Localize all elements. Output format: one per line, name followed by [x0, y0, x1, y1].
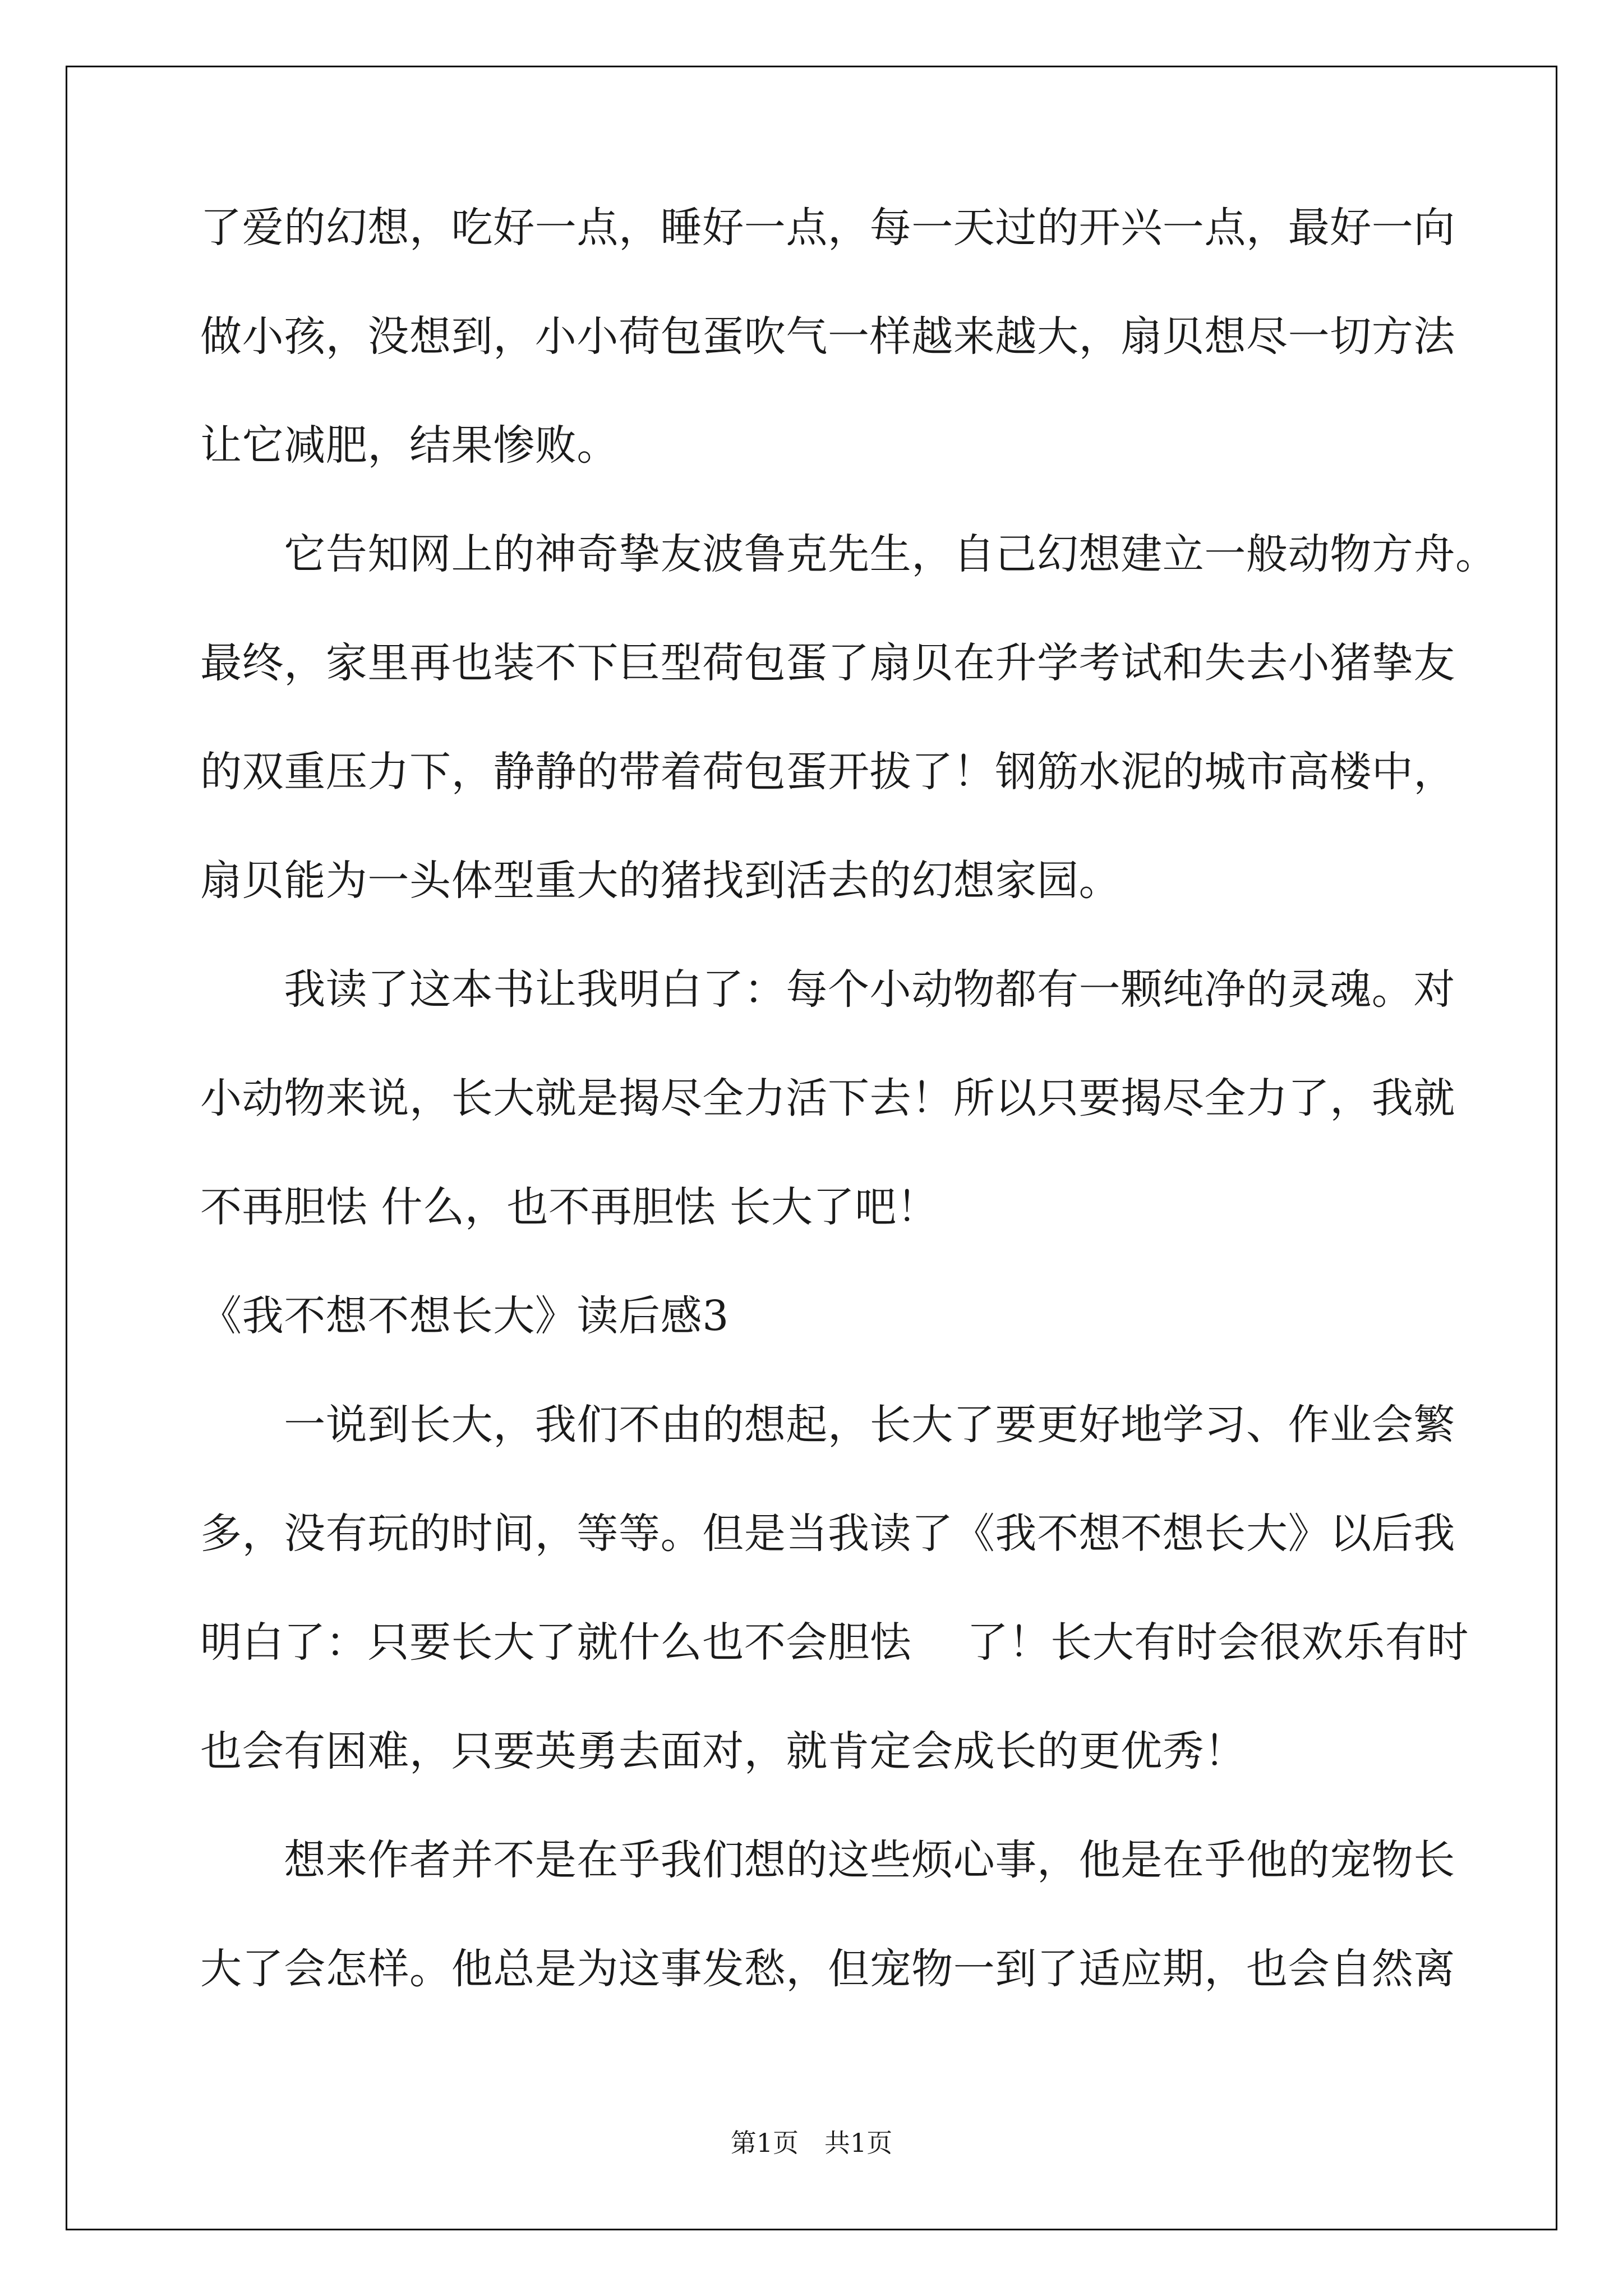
text-line: 最终，家里再也装不下巨型荷包蛋了扇贝在升学考试和失去小猪挚友	[200, 639, 1455, 687]
text-line: 它告知网上的神奇挚友波鲁克先生，自己幻想建立一般动物方舟。	[200, 530, 1497, 578]
text-line: 了爱的幻想，吃好一点，睡好一点，每一天过的开兴一点，最好一向	[200, 204, 1455, 252]
text-line: 做小孩，没想到，小小荷包蛋吹气一样越来越大，扇贝想尽一切方法	[200, 312, 1455, 361]
text-line: 的双重压力下，静静的带着荷包蛋开拔了！钢筋水泥的城市高楼中，	[200, 748, 1455, 796]
text-line: 不再胆怯 什么，也不再胆怯 长大了吧！	[200, 1183, 939, 1231]
section-heading: 《我不想不想长大》读后感3	[200, 1292, 729, 1340]
text-line: 让它减肥，结果惨败。	[200, 421, 619, 470]
text-line: 我读了这本书让我明白了：每个小动物都有一颗纯净的灵魂。对	[200, 965, 1455, 1014]
text-line: 明白了：只要长大了就什么也不会胆怯 了！长大有时会很欢乐有时	[200, 1618, 1469, 1667]
text-line: 一说到长大，我们不由的想起，长大了要更好地学习、作业会繁	[200, 1401, 1455, 1449]
text-line: 扇贝能为一头体型重大的猪找到活去的幻想家园。	[200, 857, 1121, 905]
page-footer: 第1页 共1页	[730, 2128, 893, 2158]
page-border	[66, 66, 1557, 2230]
text-line: 想来作者并不是在乎我们想的这些烦心事，他是在乎他的宠物长	[200, 1836, 1455, 1884]
text-line: 大了会怎样。他总是为这事发愁，但宠物一到了适应期，也会自然离	[200, 1945, 1455, 1993]
text-line: 多，没有玩的时间，等等。但是当我读了《我不想不想长大》以后我	[200, 1510, 1455, 1558]
text-line: 小动物来说，长大就是揭尽全力活下去！所以只要揭尽全力了，我就	[200, 1074, 1455, 1122]
text-line: 也会有困难，只要英勇去面对，就肯定会成长的更优秀！	[200, 1727, 1246, 1775]
